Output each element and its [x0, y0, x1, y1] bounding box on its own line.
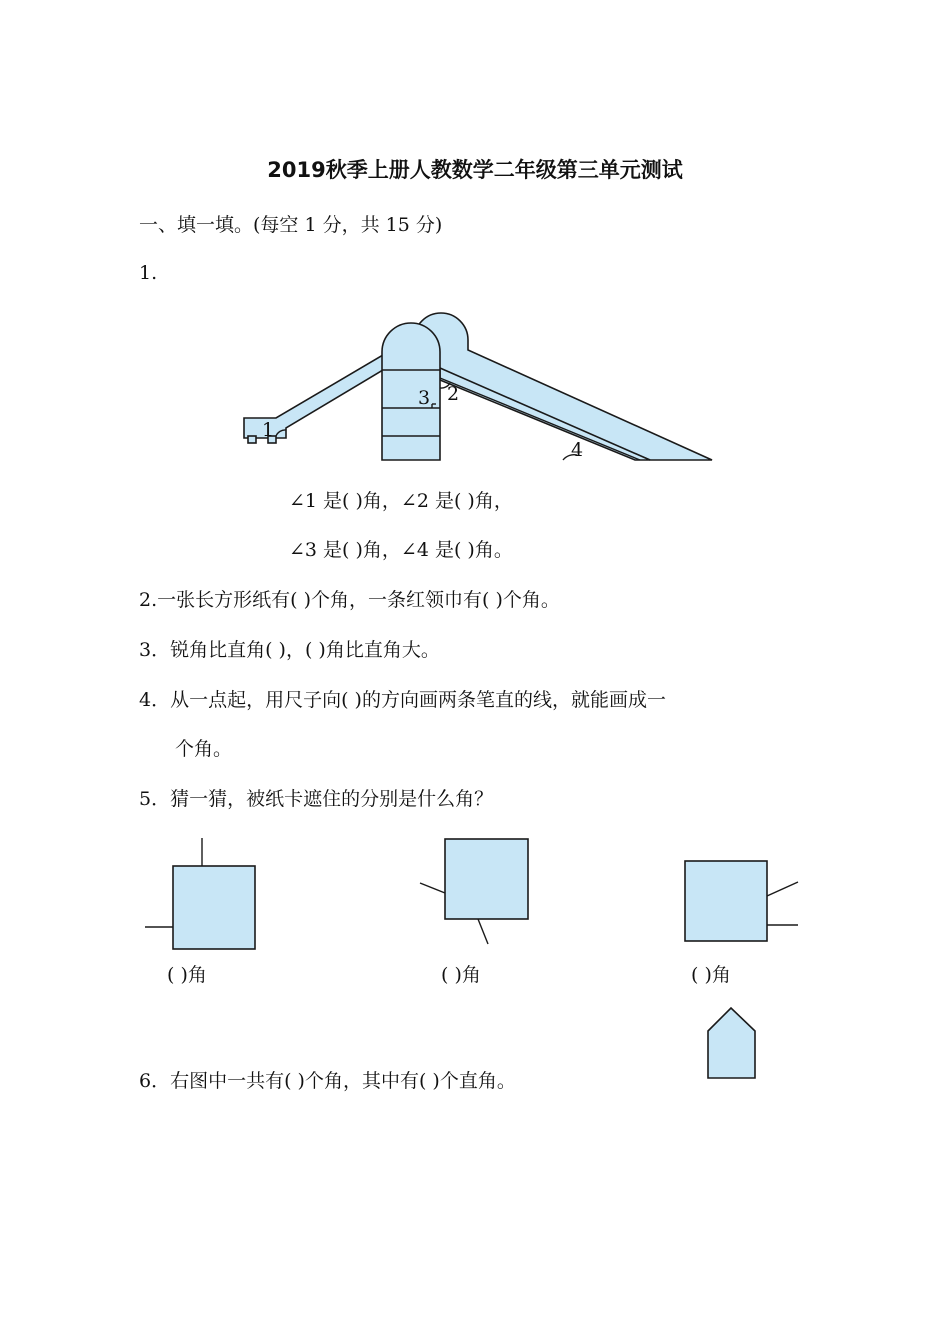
question-5-answer-3: ( )角 [691, 964, 731, 986]
question-5-answer-1: ( )角 [167, 964, 207, 986]
angle-label-3: 3 [418, 387, 431, 409]
question-1-number: 1. [139, 262, 158, 284]
angle-label-1: 1 [262, 419, 275, 441]
page-title: 2019秋季上册人教数学二年级第三单元测试 [267, 158, 683, 182]
question-4-line-2: 个角。 [175, 738, 233, 760]
question-1-line-2: ∠3 是( )角，∠4 是( )角。 [289, 539, 513, 561]
section-heading: 一、填一填。(每空 1 分，共 15 分) [139, 214, 443, 236]
angle-label-2: 2 [447, 383, 460, 405]
angle-label-4: 4 [571, 439, 584, 461]
question-4-line-1: 4．从一点起，用尺子向( )的方向画两条笔直的线，就能画成一 [139, 689, 666, 711]
question-1-line-1: ∠1 是( )角，∠2 是( )角， [289, 490, 513, 512]
question-3: 3．锐角比直角( )，( )角比直角大。 [139, 639, 440, 661]
question-5: 5．猜一猜，被纸卡遮住的分别是什么角？ [139, 788, 494, 810]
question-6: 6．右图中一共有( )个角，其中有( )个直角。 [139, 1070, 516, 1092]
question-5-answer-2: ( )角 [441, 964, 481, 986]
question-2: 2.一张长方形纸有( )个角，一条红领巾有( )个角。 [139, 589, 560, 611]
